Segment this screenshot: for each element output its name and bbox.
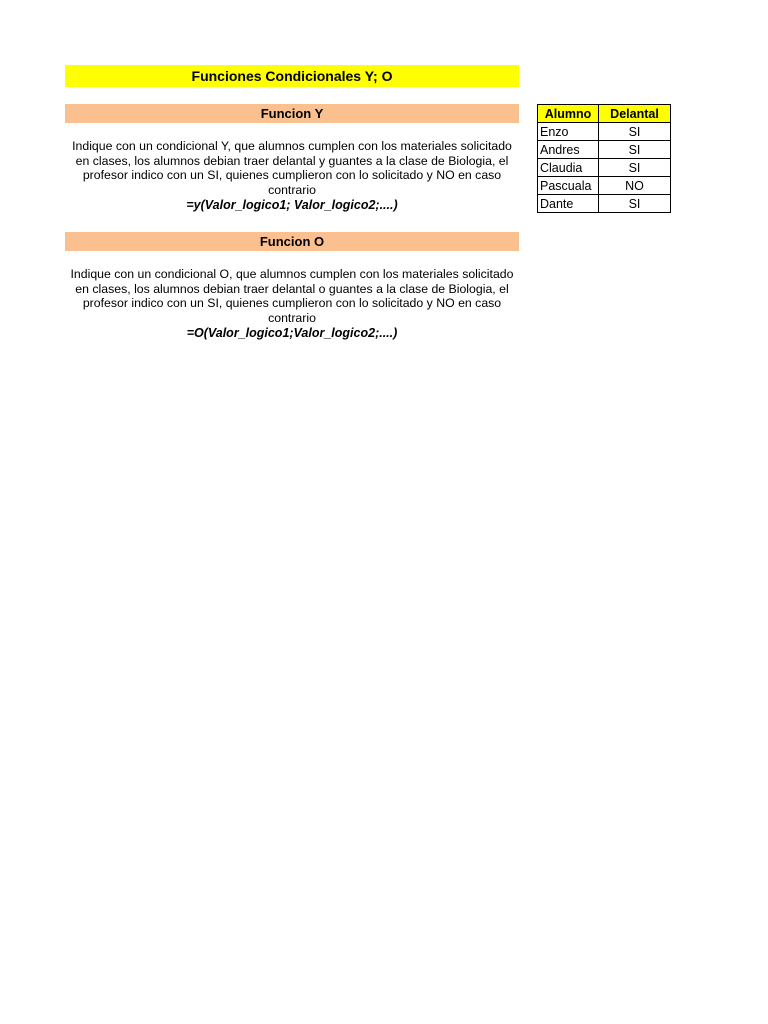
section-heading-funcion-o: Funcion O [65,232,519,251]
table-row [538,123,671,141]
table-header-row [538,105,671,123]
cell-delantal: NO [599,177,671,195]
table-row [538,141,671,159]
section-heading-funcion-y: Funcion Y [65,104,519,123]
table-row [538,195,671,213]
cell-delantal: SI [599,159,671,177]
table-row [538,177,671,195]
cell-alumno: Andres [538,141,599,159]
cell-alumno: Claudia [538,159,599,177]
description-funcion-y: Indique con un condicional Y, que alumnos cumplen con los materiales solicitado en clases, los alumnos debian traer delantal y guantes a la clase de Biologia, el profesor indico con un SI, quienes cumplieron con lo solicitado y NO en caso contrario [72,139,512,197]
students-table [537,104,671,213]
column-header-delantal: Delantal [599,105,671,123]
table-row [538,159,671,177]
formula-funcion-y: =y(Valor_logico1; Valor_logico2;....) [186,198,398,212]
cell-alumno: Dante [538,195,599,213]
column-header-alumno: Alumno [538,105,599,123]
description-funcion-o: Indique con un condicional O, que alumnos cumplen con los materiales solicitado en clases, los alumnos debian traer delantal o guantes a la clase de Biologia, el profesor indico con un SI, quienes cumplieron con lo solicitado y NO en caso contrario [70,267,514,325]
cell-delantal: SI [599,195,671,213]
page-title: Funciones Condicionales Y; O [65,65,519,87]
formula-funcion-o: =O(Valor_logico1;Valor_logico2;....) [186,326,398,340]
cell-alumno: Pascuala [538,177,599,195]
cell-alumno: Enzo [538,123,599,141]
cell-delantal: SI [599,141,671,159]
cell-delantal: SI [599,123,671,141]
